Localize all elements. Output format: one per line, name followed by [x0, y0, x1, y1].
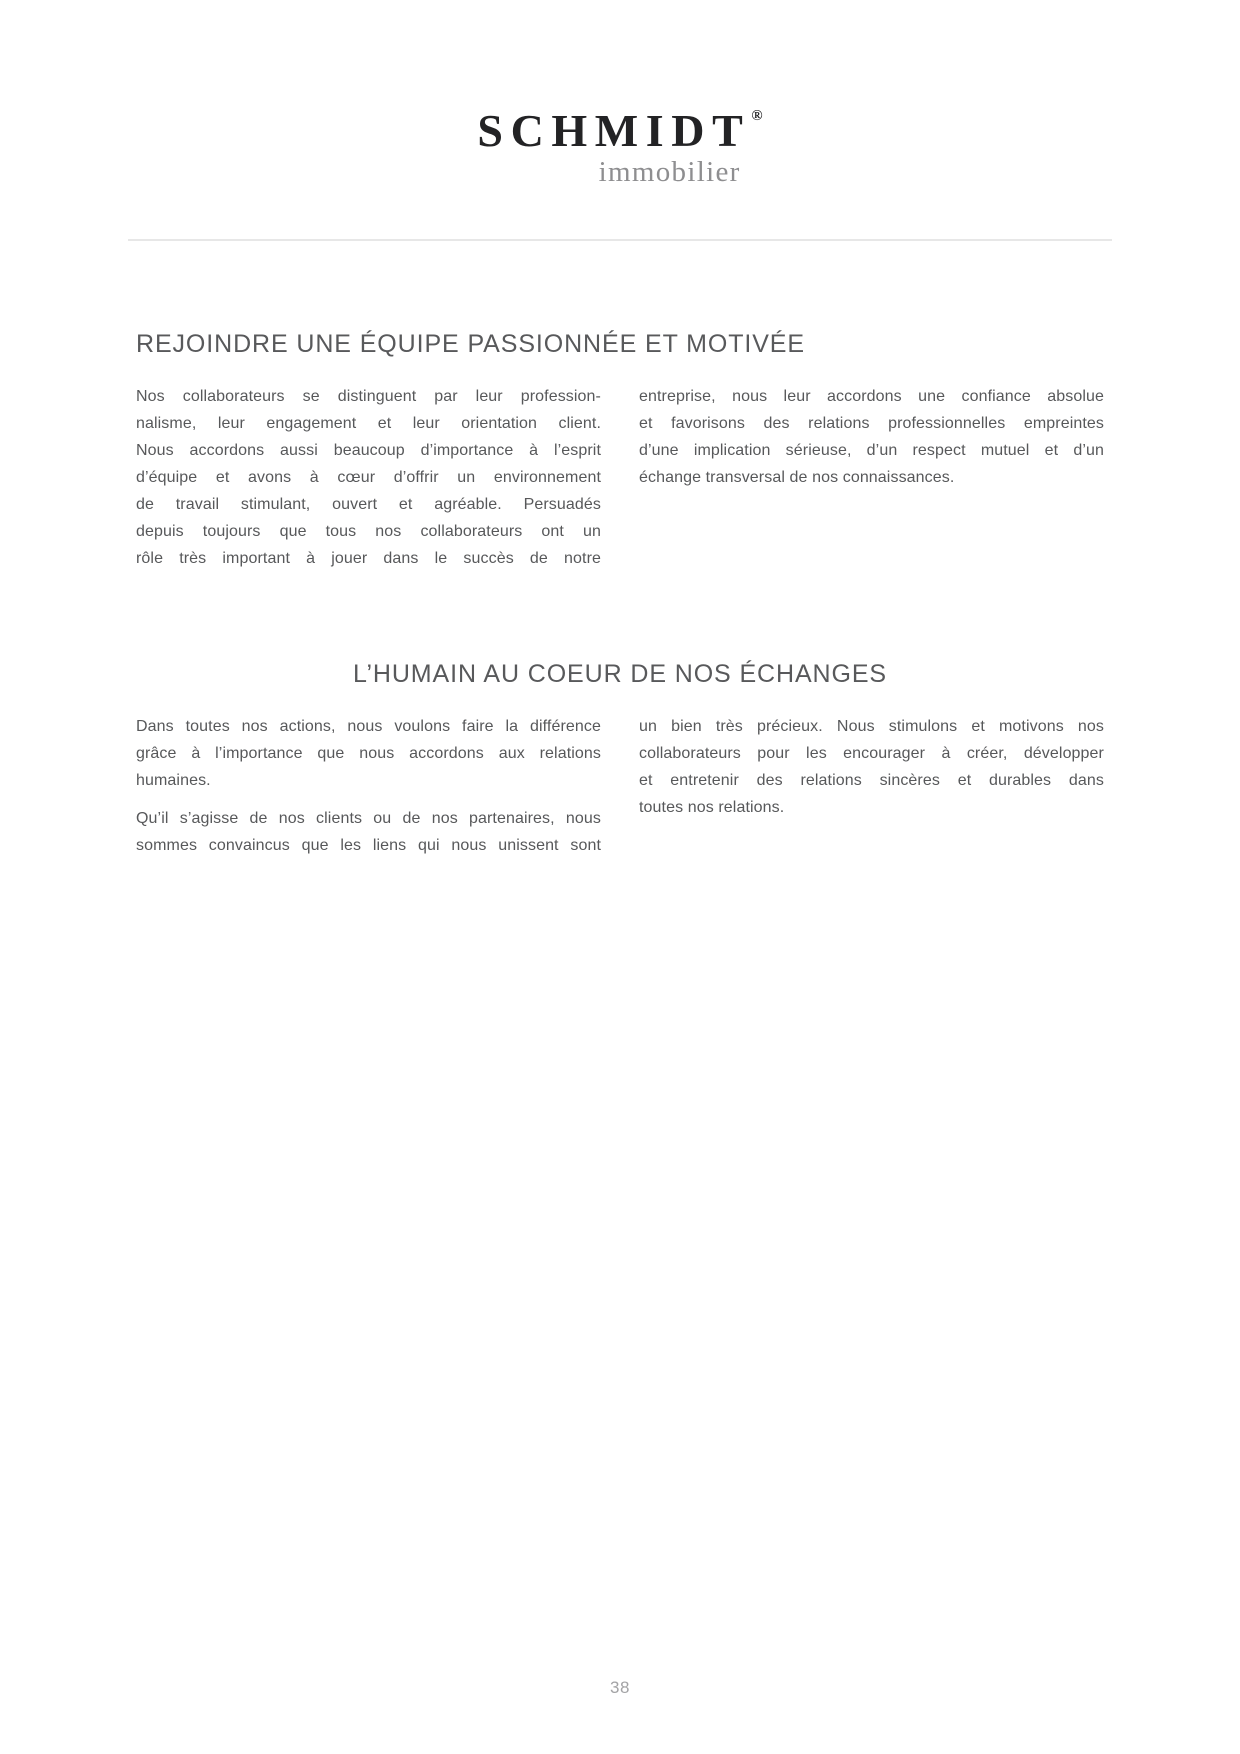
section-team-columns — [136, 383, 1104, 572]
logo-brand — [477, 105, 763, 156]
text-line: de travail stimulant, ouvert et agréable. Persuadés — [136, 496, 601, 513]
text-line: sommes convaincus que les liens qui nous unissent sont — [136, 837, 601, 854]
text-line: un bien très précieux. Nous stimulons et motivons nos — [639, 718, 1104, 735]
text-line: Dans toutes nos actions, nous voulons faire la différence — [136, 718, 601, 735]
paragraph — [136, 383, 601, 572]
text-line: depuis toujours que tous nos collaborateurs ont un — [136, 523, 601, 540]
section-team-heading: REJOINDRE UNE ÉQUIPE PASSIONNÉE ET MOTIVÉE — [136, 330, 805, 358]
paragraph — [136, 713, 601, 794]
text-line: Qu’il s’agisse de nos clients ou de nos partenaires, nous — [136, 810, 601, 827]
text-line: collaborateurs pour les encourager à créer, développer — [639, 745, 1104, 762]
text-line: d’une implication sérieuse, d’un respect mutuel et d’un — [639, 442, 1104, 459]
text-line: échange transversal de nos connaissances. — [639, 469, 955, 486]
paragraph — [136, 805, 601, 859]
section-human-columns — [136, 713, 1104, 859]
registered-trademark-icon: ® — [751, 108, 763, 124]
paragraph — [639, 713, 1104, 821]
text-line: grâce à l’importance que nous accordons aux relations — [136, 745, 601, 762]
section-human-heading: L’HUMAIN AU COEUR DE NOS ÉCHANGES — [353, 660, 887, 688]
text-line: rôle très important à jouer dans le succès de notre — [136, 550, 601, 567]
logo-tagline: immobilier — [598, 156, 741, 188]
text-line: et favorisons des relations professionnelles empreintes — [639, 415, 1104, 432]
divider-line — [128, 239, 1112, 241]
text-column-right — [639, 713, 1104, 859]
text-line: nalisme, leur engagement et leur orientation client. — [136, 415, 601, 432]
text-column-left — [136, 713, 601, 859]
text-line: Nous accordons aussi beaucoup d’importance à l’esprit — [136, 442, 601, 459]
logo-brand-text: SCHMIDT — [477, 105, 751, 156]
schmidt-logo — [477, 0, 762, 187]
text-line: d’équipe et avons à cœur d’offrir un environnement — [136, 469, 601, 486]
text-column-left — [136, 383, 601, 572]
section-team — [0, 327, 1240, 572]
text-line: Nos collaborateurs se distinguent par leur profession- — [136, 388, 601, 405]
section-human — [0, 657, 1240, 859]
text-line: toutes nos relations. — [639, 799, 785, 816]
text-line: humaines. — [136, 772, 211, 789]
text-line: et entretenir des relations sincères et durables dans — [639, 772, 1104, 789]
text-line: entreprise, nous leur accordons une confiance absolue — [639, 388, 1104, 405]
text-column-right — [639, 383, 1104, 572]
page-number: 38 — [610, 1678, 630, 1697]
paragraph — [639, 383, 1104, 491]
